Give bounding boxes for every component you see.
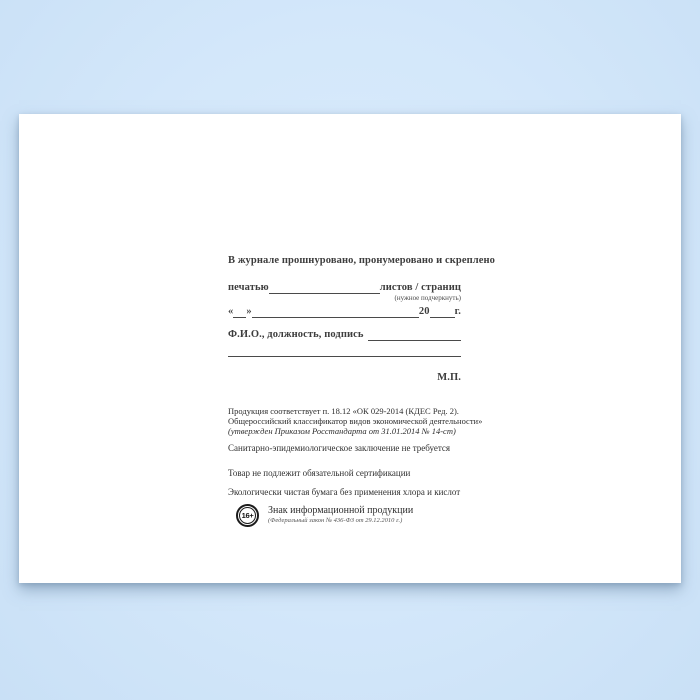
close-quote: » (246, 306, 252, 317)
stamp-abbr: М.П. (437, 372, 461, 383)
signature-continuation-line (228, 356, 461, 357)
eco-paper-statement: Экологически чистая бумага без применения хлора и кислот (228, 487, 461, 497)
date-line (228, 306, 461, 318)
okved-line-3: (утвержден Приказом Росстандарта от 31.01.2014 № 14-ст) (228, 426, 456, 436)
info-product-sign-law: (Федеральный закон № 436-ФЗ от 29.12.2010 г.) (268, 517, 403, 524)
journal-back-page (19, 114, 681, 583)
day-fill-line (233, 306, 246, 318)
year-century: 20 (418, 306, 430, 317)
binding-statement: В журнале прошнуровано, пронумеровано и скреплено (228, 255, 495, 266)
fio-fill-line (368, 329, 461, 341)
okved-line-1: Продукция соответствует п. 18.12 «ОК 029-2014 (КДЕС Ред. 2). (228, 406, 459, 416)
seal-fill-line (269, 282, 380, 294)
info-product-sign-block (228, 504, 461, 527)
month-fill-line (252, 306, 419, 318)
certification-statement: Товар не подлежит обязательной сертификации (228, 468, 411, 478)
okved-paragraph (228, 406, 483, 436)
fio-signature-line (228, 329, 461, 341)
age-16-badge-icon (236, 504, 259, 527)
year-suffix: г. (454, 306, 461, 317)
sheets-pages-label: листов / страниц (379, 282, 461, 293)
sanitary-statement: Санитарно-эпидемиологическое заключение не требуется (228, 443, 451, 453)
age-16-badge-label: 16+ (239, 507, 256, 524)
okved-line-2: Общероссийский классификатор видов экономической деятельности» (228, 416, 483, 426)
year-fill-line (430, 306, 455, 318)
info-product-sign-title: Знак информационной продукции (268, 505, 414, 516)
seal-label: печатью (228, 282, 269, 293)
back-page-content (228, 255, 495, 540)
underline-instruction: (нужное подчеркнуть) (394, 294, 461, 302)
open-quote: « (228, 306, 234, 317)
seal-line (228, 282, 461, 294)
info-product-sign-texts (268, 504, 413, 525)
fio-label: Ф.И.О., должность, подпись (228, 329, 364, 340)
